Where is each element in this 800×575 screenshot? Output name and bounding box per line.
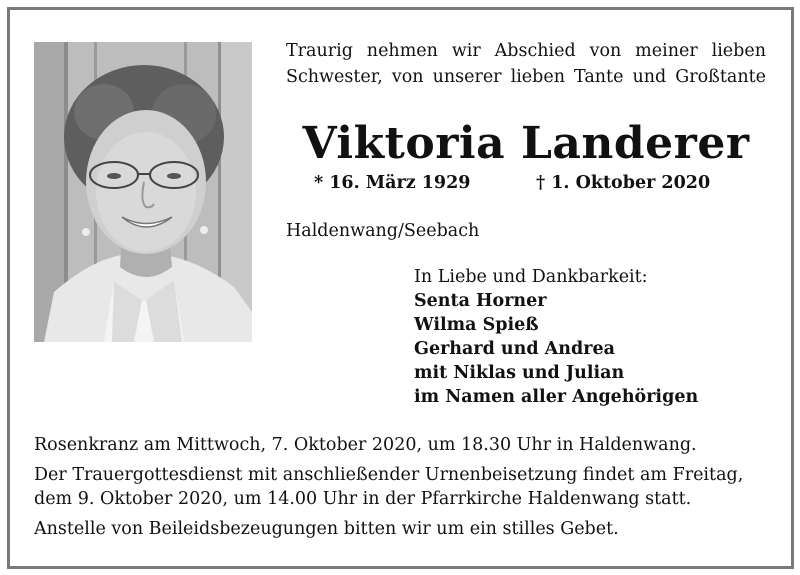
- mourners-block: [414, 265, 698, 409]
- birth-date: * 16. März 1929: [314, 173, 471, 193]
- intro-line-1: Traurig nehmen wir Abschied von meiner lieben: [286, 41, 766, 61]
- intro-line-2: Schwester, von unserer lieben Tante und Großtante: [286, 67, 766, 87]
- portrait-photo: [34, 42, 252, 342]
- mourners-heading: In Liebe und Dankbarkeit:: [414, 267, 648, 287]
- deceased-name: Viktoria Landerer: [302, 118, 750, 169]
- mourner-name: im Namen aller Angehörigen: [414, 387, 699, 407]
- service-info-line-2: dem 9. Oktober 2020, um 14.00 Uhr in der Pfarrkirche Haldenwang statt.: [34, 489, 692, 509]
- intro-text: [286, 38, 766, 90]
- mourner-name: Wilma Spieß: [414, 315, 539, 335]
- residence-place: Haldenwang/Seebach: [286, 221, 480, 241]
- mourner-name: Gerhard und Andrea: [414, 339, 615, 359]
- service-info-line-1: Der Trauergottesdienst mit anschließender Urnenbeisetzung findet am Freitag,: [34, 465, 744, 485]
- mourner-name: mit Niklas und Julian: [414, 363, 625, 383]
- condolence-request: Anstelle von Beileidsbezeugungen bitten wir um ein stilles Gebet.: [34, 519, 619, 539]
- service-details: [34, 433, 766, 541]
- death-date: † 1. Oktober 2020: [536, 173, 711, 193]
- mourner-name: Senta Horner: [414, 291, 547, 311]
- rosary-info: Rosenkranz am Mittwoch, 7. Oktober 2020, um 18.30 Uhr in Haldenwang.: [34, 435, 697, 455]
